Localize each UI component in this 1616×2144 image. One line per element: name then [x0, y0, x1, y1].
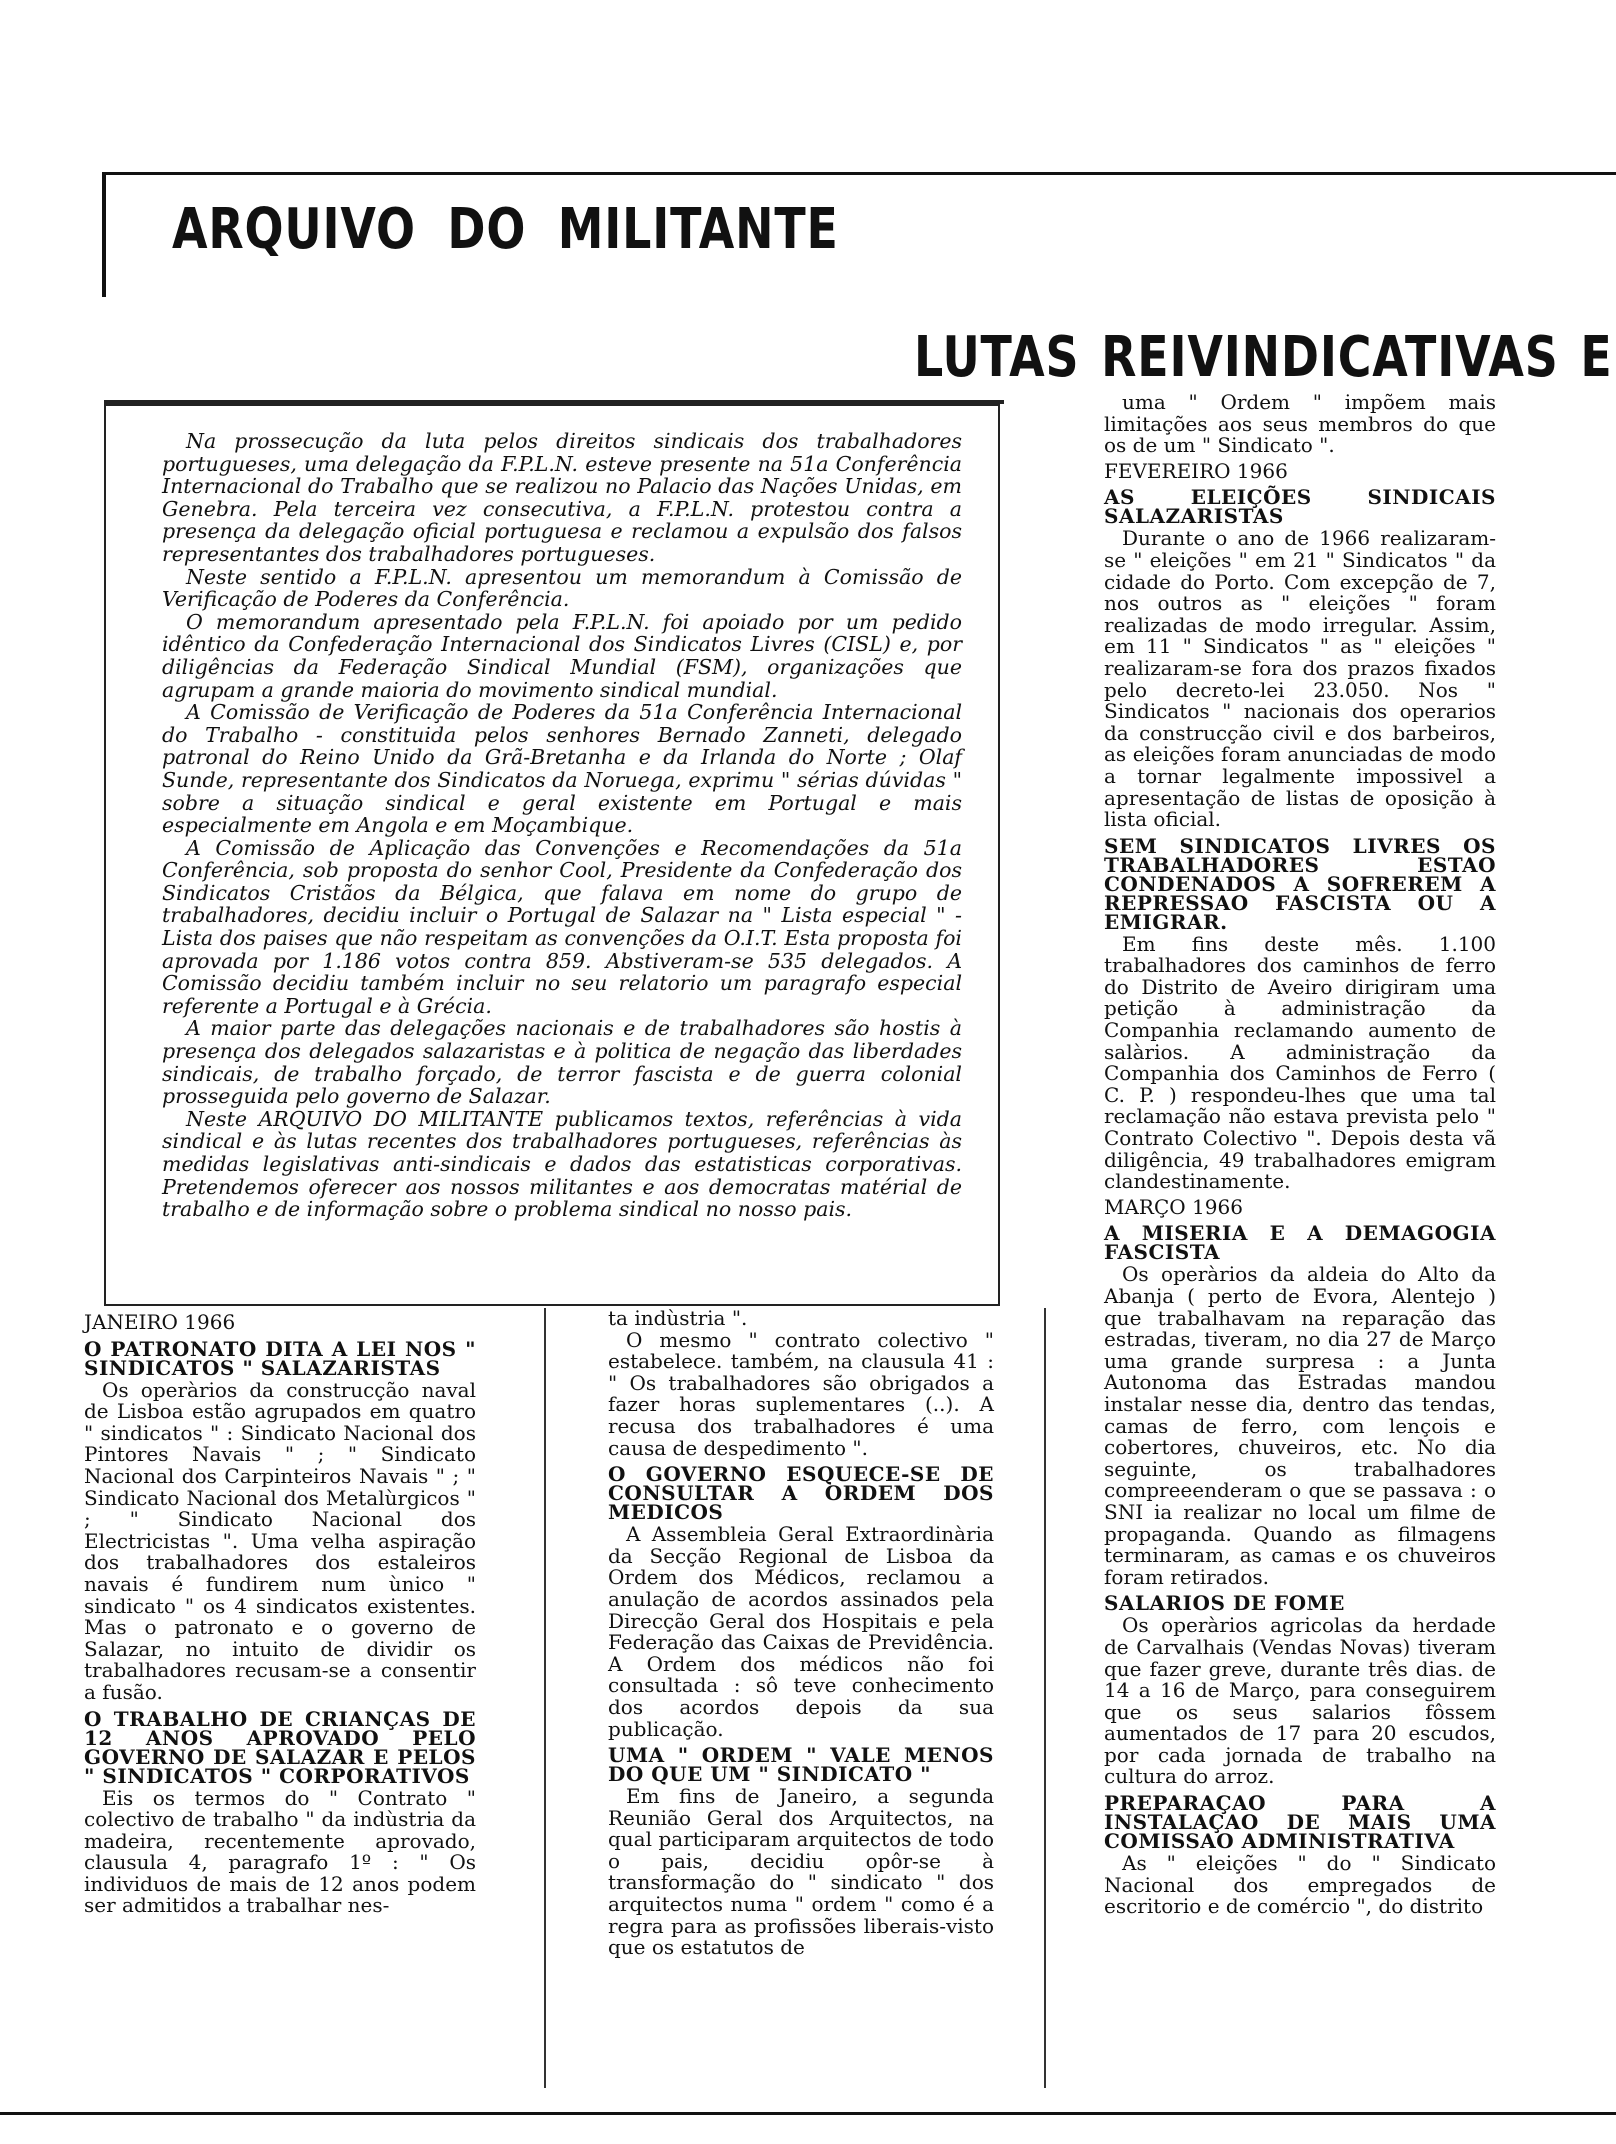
article-paragraph: O mesmo " contrato colectivo " estabelece. também, na clausula 41 : " Os trabalhadores são obrigados a fazer horas suplementares (..). A recusa dos trabalhadores é uma causa de despedimento ". [608, 1327, 994, 1460]
intro-paragraph: A Comissão de Aplicação das Convenções e Recomendações da 51a Conferência, sob proposta do senhor Cool, Presidente da Confederação dos Sindicatos Cristãos da Bélgica, que falava em nome do grupo de trabalhadores, decidiu incluir o Portugal de Salazar na " Lista especial " - Lista dos paises que não respeitam as convenções da O.I.T. Esta proposta foi aprovada por 1.186 votos contra 859. Abstiveram-se 535 delegados. A Comissão decidiu também incluir no seu relatorio um paragrafo especial referente a Portugal e à Grécia. [162, 835, 962, 1018]
intro-paragraph: Na prossecução da luta pelos direitos sindicais dos trabalhadores portugueses, uma delegação da F.P.L.N. esteve presente na 51a Conferência Internacional do Trabalho que se realizou no Palacio das Nações Unidas, em Genebra. Pela terceira vez consecutiva, a F.P.L.N. protestou contra a presença da delegação oficial portuguesa e reclamou a expulsão dos falsos representantes dos trabalhadores portugueses. [162, 429, 962, 566]
month-heading: MARÇO 1966 [1104, 1194, 1243, 1219]
month-heading: FEVEREIRO 1966 [1104, 458, 1288, 483]
section-title: LUTAS REIVINDICATIVAS E [914, 325, 1613, 390]
footer-rule [0, 2112, 1616, 2115]
intro-paragraph: A Comissão de Verificação de Poderes da 51a Conferência Internacional do Trabalho - constituida pelos senhores Bernado Zanneti, delegado patronal do Reino Unido da Grã-Bretanha e da Irlanda do Norte ; Olaf Sunde, representante dos Sindicatos da Noruega, exprimu " sérias dúvidas " sobre a situação sindical e geral existente em Portugal e mais especialmente em Angola e em Moçambique. [162, 700, 962, 838]
column-1 [84, 1308, 476, 1917]
article-paragraph: Eis os termos do " Contrato " colectivo de trabalho " da indùstria da madeira, recentemente aprovado, clausula 4, paragrafo 1º : " Os individuos de mais de 12 anos podem ser admitidos a trabalhar nes- [84, 1785, 476, 1918]
article-paragraph: A Assembleia Geral Extraordinària da Secção Regional de Lisboa da Ordem dos Médicos, reclamou a anulação de acordos assinados pela Direcção Geral dos Hospitais e pela Federação das Caixas de Previdência. A Ordem dos médicos não foi consultada : sô teve conhecimento dos acordos depois da sua publicação. [608, 1522, 994, 1741]
intro-paragraph: A maior parte das delegações nacionais e de trabalhadores são hostis à presença dos delegados salazaristas e à politica de negação das liberdades sindicais, de trabalho forçado, de terror fascista e de guerra colonial prosseguida pelo governo de Salazar. [162, 1016, 962, 1109]
intro-box [104, 404, 1000, 1306]
header-top-rule [102, 172, 1616, 175]
article-paragraph: Os operàrios agricolas da herdade de Carvalhais (Vendas Novas) tiveram que fazer greve, durante três dias. de 14 a 16 de Março, para conseguirem que os seus salarios fôssem aumentados de 17 para 20 escudos, por cada jornada de trabalho na cultura do arroz. [1104, 1613, 1496, 1789]
column-3 [1104, 392, 1496, 1918]
intro-paragraph: O memorandum apresentado pela F.P.L.N. foi apoiado por um pedido idêntico da Confederação Internacional dos Sindicatos Livres (CISL) e, por diligências da Federação Sindical Mundial (FSM), organizações que agrupam a grande maioria do movimento sindical mundial. [162, 609, 962, 702]
article-paragraph: As " eleições " do " Sindicato Nacional dos empregados de escritorio e de comércio ", do distrito [1104, 1851, 1496, 1919]
intro-paragraph: Neste sentido a F.P.L.N. apresentou um memorandum à Comissão de Verificação de Poderes da Conferência. [162, 564, 962, 612]
article-heading: PREPARAÇAO PARA A INSTALAÇAO DE MAIS UMA COMISSAO ADMINISTRATIVA [1104, 1791, 1496, 1854]
month-heading: JANEIRO 1966 [84, 1310, 236, 1334]
column-divider [1044, 1308, 1046, 2088]
page-title: ARQUIVO DO MILITANTE [172, 197, 839, 262]
intro-paragraph: Neste ARQUIVO DO MILITANTE publicamos textos, referências à vida sindical e às lutas recentes dos trabalhadores portugueses, referências às medidas legislativas anti-sindicais e dados das estatisticas corporativas. Pretendemos oferecer aos nossos militantes e aos democratas matérial de trabalho e de informação sobre o problema sindical no nosso pais. [162, 1106, 962, 1222]
article-paragraph: ta indùstria ". [608, 1306, 748, 1330]
article-paragraph: uma " Ordem " impõem mais limitações aos seus membros do que os de um " Sindicato ". [1104, 390, 1496, 458]
intro-text [162, 430, 962, 1221]
article-paragraph: Os operàrios da construcção naval de Lisboa estão agrupados em quatro " sindicatos " : Sindicato Nacional dos Pintores Navais " ; " Sindicato Nacional dos Carpinteiros Navais " ; " Sindicato Nacional dos Metalùrgicos " ; " Sindicato Nacional dos Electricistas ". Uma velha aspiração dos trabalhadores dos estaleiros navais é fundirem num ùnico " sindicato " os 4 sindicatos existentes. Mas o patronato e o governo de Salazar, no intuito de dividir os trabalhadores recusam-se a consentir a fusão. [84, 1377, 476, 1704]
article-paragraph: Em fins deste mês. 1.100 trabalhadores dos caminhos de ferro do Distrito de Aveiro dirigiram uma petição à administração da Companhia reclamando aumento de salàrios. A administração da Companhia dos Caminhos de Ferro ( C. P. ) respondeu-lhes que uma tal reclamação não estava prevista pelo " Contrato Colectivo ". Depois desta vã diligência, 49 trabalhadores emigram clandestinamente. [1104, 931, 1496, 1194]
article-heading: SEM SINDICATOS LIVRES OS TRABALHADORES ESTAO CONDENADOS A SOFREREM A REPRESSAO FASCISTA OU A EMIGRAR. [1104, 833, 1496, 934]
article-heading: O PATRONATO DITA A LEI NOS " SINDICATOS " SALAZARISTAS [84, 1336, 476, 1380]
article-heading: A MISERIA E A DEMAGOGIA FASCISTA [1104, 1221, 1496, 1265]
article-paragraph: Os operàrios da aldeia do Alto da Abanja ( perto de Evora, Alentejo ) que trabalhavam na reparação das estradas, tiveram, no dia 27 de Março uma grande surpresa : a Junta Autonoma das Estradas mandou instalar nesse dia, dentro das tendas, camas de ferro, com lençois e cobertores, chuveiros, etc. No dia seguinte, os trabalhadores compreeenderam o que se passava : o SNI ia realizar no local um filme de propaganda. Quando as filmagens terminaram, as camas e os chuveiros foram retirados. [1104, 1262, 1496, 1589]
article-heading: O GOVERNO ESQUECE-SE DE CONSULTAR A ORDEM DOS MEDICOS [608, 1462, 994, 1525]
article-paragraph: Em fins de Janeiro, a segunda Reunião Geral dos Arquitectos, na qual participaram arquitectos de todo o pais, decidiu opôr-se à transformação do " sindicato " dos arquitectos numa " ordem " como é a regra para as profissões liberais-visto que os estatutos de [608, 1784, 994, 1960]
header-left-rule [102, 172, 106, 297]
column-2 [608, 1308, 994, 1959]
article-heading: AS ELEIÇÕES SINDICAIS SALAZARISTAS [1104, 485, 1496, 529]
intro-box-top-rule [104, 400, 1004, 404]
article-heading: UMA " ORDEM " VALE MENOS DO QUE UM " SINDICATO " [608, 1743, 994, 1787]
column-divider [544, 1308, 546, 2088]
article-heading: SALARIOS DE FOME [1104, 1591, 1345, 1616]
article-paragraph: Durante o ano de 1966 realizaram-se " eleições " em 21 " Sindicatos " da cidade do Porto. Com excepção de 7, nos outros as " eleições " foram realizadas de modo irregular. Assim, em 11 " Sindicatos " as " eleições " realizaram-se fora dos prazos fixados pelo decreto-lei 23.050. Nos " Sindicatos " nacionais dos operarios da construcção civil e dos barbeiros, as eleições foram anunciadas de modo a tornar legalmente impossivel a apresentação de listas de oposição à lista oficial. [1104, 526, 1496, 832]
article-heading: O TRABALHO DE CRIANÇAS DE 12 ANOS APROVADO PELO GOVERNO DE SALAZAR E PELOS " SINDICATOS " CORPORATIVOS [84, 1706, 476, 1788]
